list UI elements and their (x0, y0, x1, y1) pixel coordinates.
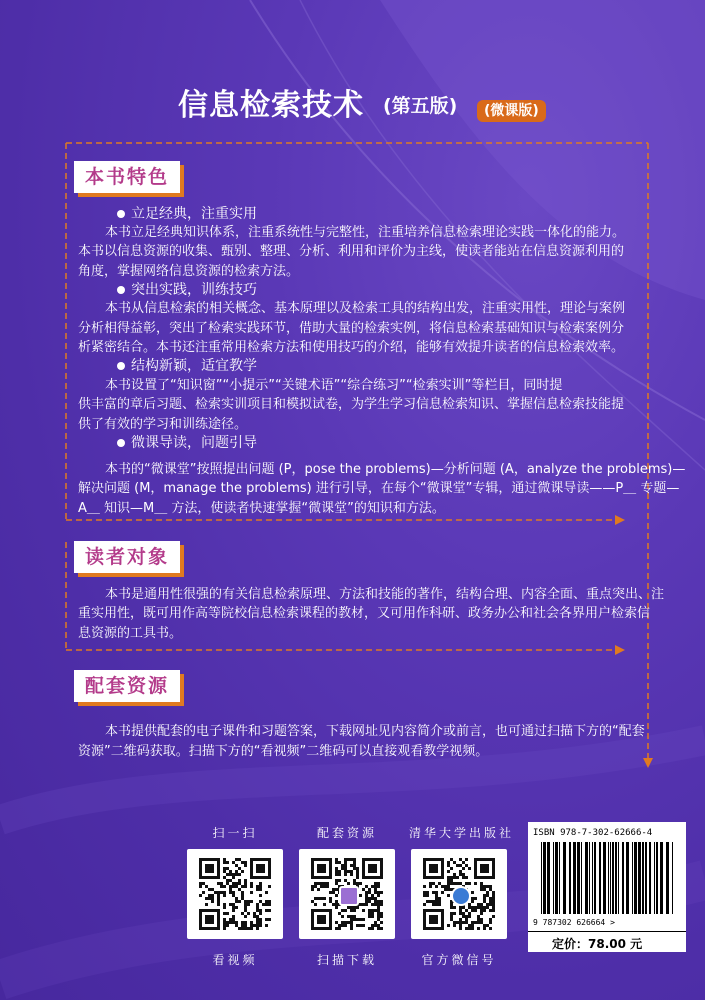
qr-video-top-label: 扫一扫 (212, 826, 258, 840)
qr-resources-bottom-label: 扫描下载 (316, 953, 377, 967)
section-heading-audience: 读者对象 (74, 541, 180, 573)
qr-video-bottom-label: 看视频 (212, 953, 258, 967)
micro-course-badge: (微课版) (477, 100, 546, 122)
qr-code-card[interactable] (299, 849, 395, 939)
feature-bullet-3: 结构新颖，适宜教学 (117, 355, 257, 375)
bullet-dot-icon (117, 286, 125, 294)
feature-3-line-1: 本书设置了“知识窗”“小提示”“关键术语”“综合练习”“检索实训”等栏目，同时提 (105, 378, 563, 393)
feature-1-line-2: 本书以信息资源的收集、甄别、整理、分析、利用和评价为主线，使读者能站在信息资源利用的 (78, 244, 625, 259)
feature-4-line-2: 解决问题 (M，manage the problems) 进行引导，在每个“微课堂”专辑，通过微课导读——P＿ 专题— (78, 481, 680, 496)
feature-bullet-4: 微课导读，问题引导 (117, 432, 257, 452)
qr-publisher (409, 824, 515, 968)
bullet-dot-icon (117, 362, 125, 370)
qr-video (185, 824, 285, 968)
isbn-barcode-box (528, 822, 686, 949)
feature-1-line-1: 本书立足经典知识体系，注重系统性与完整性，注重培养信息检索理论实践一体化的能力。 (105, 225, 626, 240)
qr-resources-top-label: 配套资源 (316, 826, 377, 840)
qr-center-logo-icon (451, 886, 471, 906)
barcode-digits: 9 787302 626664 > (533, 918, 615, 927)
qr-code-card[interactable] (411, 849, 507, 939)
qr-publisher-top-label: 清华大学出版社 (409, 826, 515, 840)
feature-3-line-3: 供了有效的学习和训练途径。 (78, 417, 248, 432)
price-label: 定价：78.00 元 (552, 937, 643, 951)
book-title: 信息检索技术 (178, 88, 364, 123)
bullet-dot-icon (117, 210, 125, 218)
book-edition: (第五版) (383, 95, 458, 117)
feature-1-line-3: 角度，掌握网络信息资源的检索方法。 (78, 264, 300, 279)
feature-2-line-1: 本书从信息检索的相关概念、基本原理以及检索工具的结构出发，注重实用性，理论与案例 (105, 301, 626, 316)
barcode-icon (537, 842, 679, 920)
resources-line-2: 资源”二维码获取。扫描下方的“看视频”二维码可以直接观看教学视频。 (78, 744, 489, 759)
audience-line-3: 息资源的工具书。 (78, 626, 183, 641)
price-box (528, 931, 686, 952)
feature-4-line-3: A＿ 知识—M＿ 方法，使读者快速掌握“微课堂”的知识和方法。 (78, 501, 445, 516)
feature-2-line-3: 析紧密结合。本书还注重常用检索方法和使用技巧的介绍，能够有效提升读者的信息检索效率。 (78, 340, 625, 355)
resources-line-1: 本书提供配套的电子课件和习题答案，下载网址见内容简介或前言，也可通过扫描下方的“配套 (105, 724, 645, 739)
audience-line-1: 本书是通用性很强的有关信息检索原理、方法和技能的著作，结构合理、内容全面、重点突出、注 (105, 587, 665, 602)
qr-code-card[interactable] (187, 849, 283, 939)
section-heading-resources: 配套资源 (74, 670, 180, 702)
qr-code-icon (187, 849, 283, 939)
audience-line-2: 重实用性，既可用作高等院校信息检索课程的教材，又可用作科研、政务办公和社会各界用户检索信 (78, 606, 651, 621)
isbn-label: ISBN 978-7-302-62666-4 (533, 828, 653, 838)
bullet-dot-icon (117, 439, 125, 447)
section-heading-features: 本书特色 (74, 161, 180, 193)
feature-bullet-1: 立足经典，注重实用 (117, 203, 257, 223)
qr-center-logo-icon (339, 886, 359, 906)
feature-3-line-2: 供丰富的章后习题、检索实训项目和模拟试卷，为学生学习信息检索知识、掌握信息检索技能提 (78, 397, 625, 412)
feature-2-line-2: 分析相得益彰，突出了检索实践环节，借助大量的检索实例，将信息检索基础知识与检索案例分 (78, 321, 625, 336)
feature-bullet-2: 突出实践，训练技巧 (117, 279, 257, 299)
qr-resources (297, 824, 397, 968)
qr-publisher-bottom-label: 官方微信号 (421, 953, 497, 967)
feature-4-line-1: 本书的“微课堂”按照提出问题 (P，pose the problems)—分析问题 (A，analyze the problems)— (105, 462, 686, 477)
